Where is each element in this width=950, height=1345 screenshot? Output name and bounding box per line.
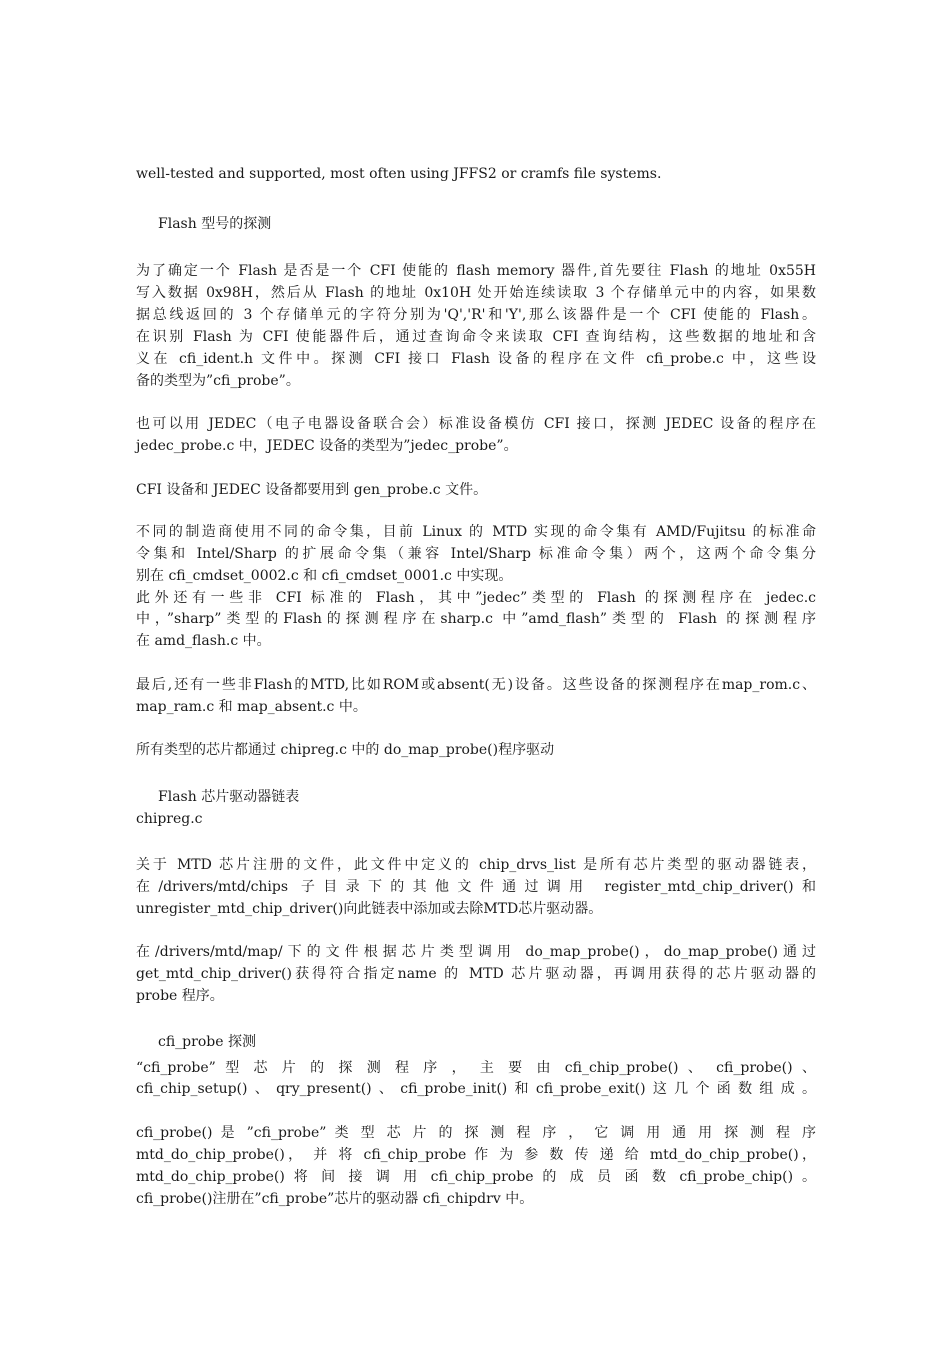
paragraph-line: 在 amd_flash.c 中。 — [136, 633, 271, 649]
paragraph-line: “cfi_probe” 型 芯 片 的 探 测 程 序 ， 主 要 由 cfi_chip_probe() 、 cfi_probe() 、 — [136, 1060, 816, 1076]
paragraph-line: CFI 设备和 JEDEC 设备都要用到 gen_probe.c 文件。 — [136, 482, 488, 498]
paragraph-line: unregister_mtd_chip_driver()向此链表中添加或去除MTD芯片驱动器。 — [136, 901, 603, 917]
section-heading-flash-probe: Flash 型号的探测 — [158, 216, 272, 232]
paragraph-line: 最后,还有一些非Flash的MTD,比如ROM或absent(无)设备。这些设备的探测程序在map_rom.c、 — [136, 677, 816, 693]
intro-line: well-tested and supported, most often using JFFS2 or cramfs file systems. — [136, 166, 662, 182]
paragraph-line: 在识别 Flash 为 CFI 使能器件后，通过查询命令来读取 CFI 查询结构，这些数据的地址和含 — [136, 329, 816, 345]
section-heading-driver-list: Flash 芯片驱动器链表 — [158, 789, 300, 805]
paragraph-line: 写入数据 0x98H，然后从 Flash 的地址 0x10H 处开始连续读取 3 个存储单元中的内容，如果数 — [136, 285, 816, 301]
paragraph-line: 为了确定一个 Flash 是否是一个 CFI 使能的 flash memory 器件,首先要往 Flash 的地址 0x55H — [136, 263, 816, 279]
paragraph-line: 关于 MTD 芯片注册的文件，此文件中定义的 chip_drvs_list 是所有芯片类型的驱动器链表， — [136, 857, 816, 873]
section-heading-cfi-probe: cfi_probe 探测 — [158, 1034, 256, 1050]
paragraph-line: 此外还有一些非 CFI 标准的 Flash，其中”jedec”类型的 Flash 的探测程序在 jedec.c — [136, 590, 816, 606]
paragraph-line: cfi_chip_setup()、qry_present()、cfi_probe_init()和cfi_probe_exit()这几个函数组成。 — [136, 1081, 816, 1097]
paragraph-line: 义在 cfi_ident.h 文件中。探测 CFI 接口 Flash 设备的程序在文件 cfi_probe.c 中，这些设 — [136, 351, 816, 367]
paragraph-line: 在/drivers/mtd/chips 子目录下的其他文件通过调用 register_mtd_chip_driver()和 — [136, 879, 816, 895]
paragraph-line: map_ram.c 和 map_absent.c 中。 — [136, 699, 367, 715]
paragraph-line: 备的类型为”cfi_probe”。 — [136, 373, 300, 389]
paragraph-line: get_mtd_chip_driver()获得符合指定name 的 MTD 芯片驱动器，再调用获得的芯片驱动器的 — [136, 966, 816, 982]
paragraph-line: 也可以用 JEDEC（电子电器设备联合会）标准设备模仿 CFI 接口，探测 JEDEC 设备的程序在 — [136, 416, 816, 432]
paragraph-line: 别在 cfi_cmdset_0002.c 和 cfi_cmdset_0001.c 中实现。 — [136, 568, 513, 584]
paragraph-line: probe 程序。 — [136, 988, 224, 1004]
filename-line: chipreg.c — [136, 811, 203, 827]
paragraph-line: cfi_probe() 是 ”cfi_probe” 类 型 芯 片 的 探 测 程 序 ， 它 调 用 通 用 探 测 程 序 — [136, 1125, 816, 1141]
paragraph-line: 在/drivers/mtd/map/下的文件根据芯片类型调用 do_map_probe()，do_map_probe()通过 — [136, 944, 816, 960]
paragraph-line: 令集和 Intel/Sharp 的扩展命令集（兼容 Intel/Sharp 标准命令集）两个，这两个命令集分 — [136, 546, 816, 562]
paragraph-line: mtd_do_chip_probe() 将 间 接 调 用 cfi_chip_probe 的 成 员 函 数 cfi_probe_chip() 。 — [136, 1169, 816, 1185]
paragraph-line: mtd_do_chip_probe()， 并 将 cfi_chip_probe 作 为 参 数 传 递 给 mtd_do_chip_probe()， — [136, 1147, 816, 1163]
paragraph-line: 所有类型的芯片都通过 chipreg.c 中的 do_map_probe()程序驱动 — [136, 742, 555, 758]
paragraph-line: cfi_probe()注册在”cfi_probe”芯片的驱动器 cfi_chipdrv 中。 — [136, 1191, 534, 1207]
paragraph-line: 据总线返回的 3 个存储单元的字符分别为'Q','R'和'Y',那么该器件是一个 CFI 使能的 Flash。 — [136, 307, 816, 323]
paragraph-line: 中，”sharp”类型的Flash的探测程序在sharp.c 中”amd_flash”类型的 Flash 的探测程序 — [136, 611, 816, 627]
paragraph-line: jedec_probe.c 中，JEDEC 设备的类型为”jedec_probe”。 — [136, 438, 518, 454]
paragraph-line: 不同的制造商使用不同的命令集，目前 Linux 的 MTD 实现的命令集有 AMD/Fujitsu 的标准命 — [136, 524, 816, 540]
